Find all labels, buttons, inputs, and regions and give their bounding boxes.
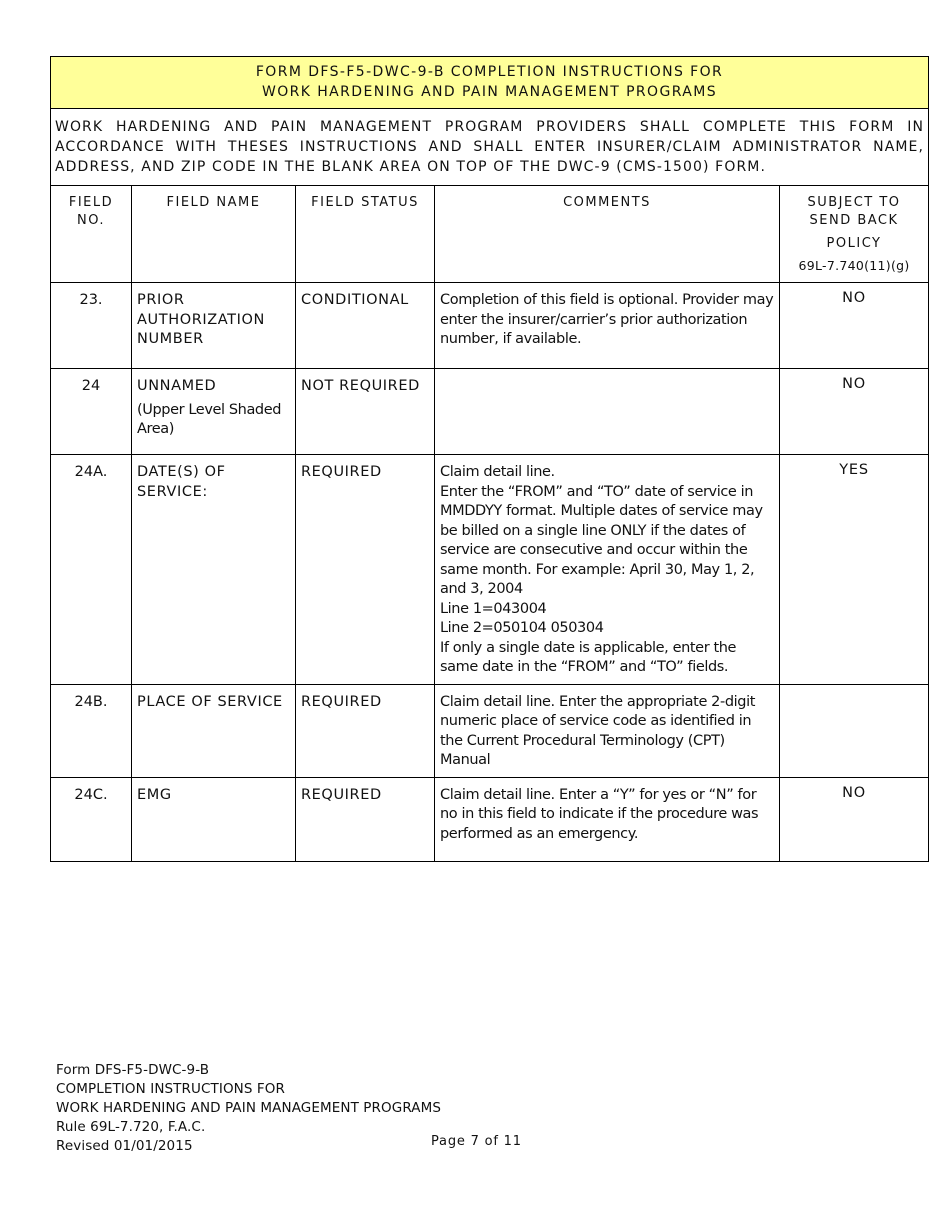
header-field-status: FIELD STATUS [296, 186, 435, 283]
comments-cell [435, 369, 780, 455]
footer-line2: COMPLETION INSTRUCTIONS FOR [56, 1081, 286, 1097]
send-back-policy-cell: NO [780, 777, 929, 861]
header-policy-line2: POLICY [826, 236, 882, 251]
field-name: PRIOR AUTHORIZATION NUMBER [137, 292, 265, 347]
intro-paragraph: WORK HARDENING AND PAIN MANAGEMENT PROGRAM PROVIDERS SHALL COMPLETE THIS FORM IN ACCORDANCE WITH THESES INSTRUCTIONS AND SHALL ENTER INSURER/CLAIM ADMINISTRATOR NAME, ADDRESS, AND ZIP CODE IN THE BLANK AREA ON TOP OF THE DWC-9 (CMS-1500) FORM. [51, 109, 929, 186]
comment-line: Claim detail line. [440, 464, 555, 480]
header-field-name: FIELD NAME [132, 186, 296, 283]
field-name-cell [132, 283, 296, 369]
send-back-policy-cell [780, 684, 929, 777]
field-status-cell: REQUIRED [296, 684, 435, 777]
form-title [51, 57, 929, 109]
send-back-policy-cell: NO [780, 283, 929, 369]
comment-line: If only a single date is applicable, enter the same date in the “FROM” and “TO” fields. [440, 639, 737, 675]
form-title-line2: WORK HARDENING AND PAIN MANAGEMENT PROGRAMS [262, 84, 718, 100]
header-policy-line1: SUBJECT TO SEND BACK [807, 195, 901, 228]
header-send-back-policy [780, 186, 929, 283]
footer-line3: WORK HARDENING AND PAIN MANAGEMENT PROGRAMS [56, 1100, 442, 1116]
field-no-cell: 24C. [51, 777, 132, 861]
field-no-cell: 24A. [51, 455, 132, 685]
comments-cell [435, 455, 780, 685]
header-row [51, 186, 929, 283]
field-status-cell: REQUIRED [296, 455, 435, 685]
comment-line: Claim detail line. Enter the appropriate 2-digit numeric place of service code as identified in the Current Procedural Terminology (CPT) Manual [440, 693, 755, 768]
form-title-line1: FORM DFS-F5-DWC-9-B COMPLETION INSTRUCTIONS FOR [255, 64, 724, 80]
footer [56, 1061, 441, 1156]
page-number: Page 7 of 11 [431, 1134, 522, 1149]
footer-line1: Form DFS-F5-DWC-9-B [56, 1062, 210, 1078]
table-row [51, 455, 929, 685]
comment-line: Line 1=043004 [440, 600, 547, 617]
field-name: EMG [137, 786, 172, 803]
field-name: DATE(S) OF SERVICE: [137, 464, 226, 500]
header-comments: COMMENTS [435, 186, 780, 283]
title-row [51, 57, 929, 109]
field-no-cell: 24B. [51, 684, 132, 777]
rows-body [51, 283, 929, 862]
field-status-cell: REQUIRED [296, 777, 435, 861]
comment-line: Line 2=050104 050304 [440, 620, 604, 636]
field-name-cell [132, 777, 296, 861]
comment-line: Enter the “FROM” and “TO” date of service in MMDDYY format. Multiple dates of service may be billed on a single line ONLY if the dates of service are consecutive and occur within the same month. For example: April 30, May 1, 2, and 3, 2004 [440, 483, 763, 597]
comments-cell [435, 283, 780, 369]
table-row [51, 777, 929, 861]
field-no-cell: 23. [51, 283, 132, 369]
field-name-cell [132, 369, 296, 455]
comment-line: Completion of this field is optional. Provider may enter the insurer/carrier’s prior authorization number, if available. [440, 292, 774, 347]
footer-line4: Rule 69L-7.720, F.A.C. [56, 1119, 206, 1135]
footer-line5: Revised 01/01/2015 [56, 1138, 193, 1154]
comments-cell [435, 777, 780, 861]
send-back-policy-cell: NO [780, 369, 929, 455]
field-status-cell: CONDITIONAL [296, 283, 435, 369]
table-row [51, 684, 929, 777]
field-name-cell [132, 684, 296, 777]
table-row [51, 369, 929, 455]
field-name-sub: (Upper Level Shaded Area) [137, 401, 282, 437]
header-field-no: FIELD NO. [51, 186, 132, 283]
comments-cell [435, 684, 780, 777]
field-name: UNNAMED [137, 378, 217, 394]
table-row [51, 283, 929, 369]
comment-line: Claim detail line. Enter a “Y” for yes or “N” for no in this field to indicate if the procedure was performed as an emergency. [440, 786, 759, 842]
instructions-table [50, 56, 929, 862]
intro-row [51, 109, 929, 186]
send-back-policy-cell: YES [780, 455, 929, 685]
field-status-cell: NOT REQUIRED [296, 369, 435, 455]
field-name-cell [132, 455, 296, 685]
header-policy-ref: 69L-7.740(11)(g) [798, 258, 910, 273]
field-name: PLACE OF SERVICE [137, 693, 283, 710]
field-no-cell: 24 [51, 369, 132, 455]
